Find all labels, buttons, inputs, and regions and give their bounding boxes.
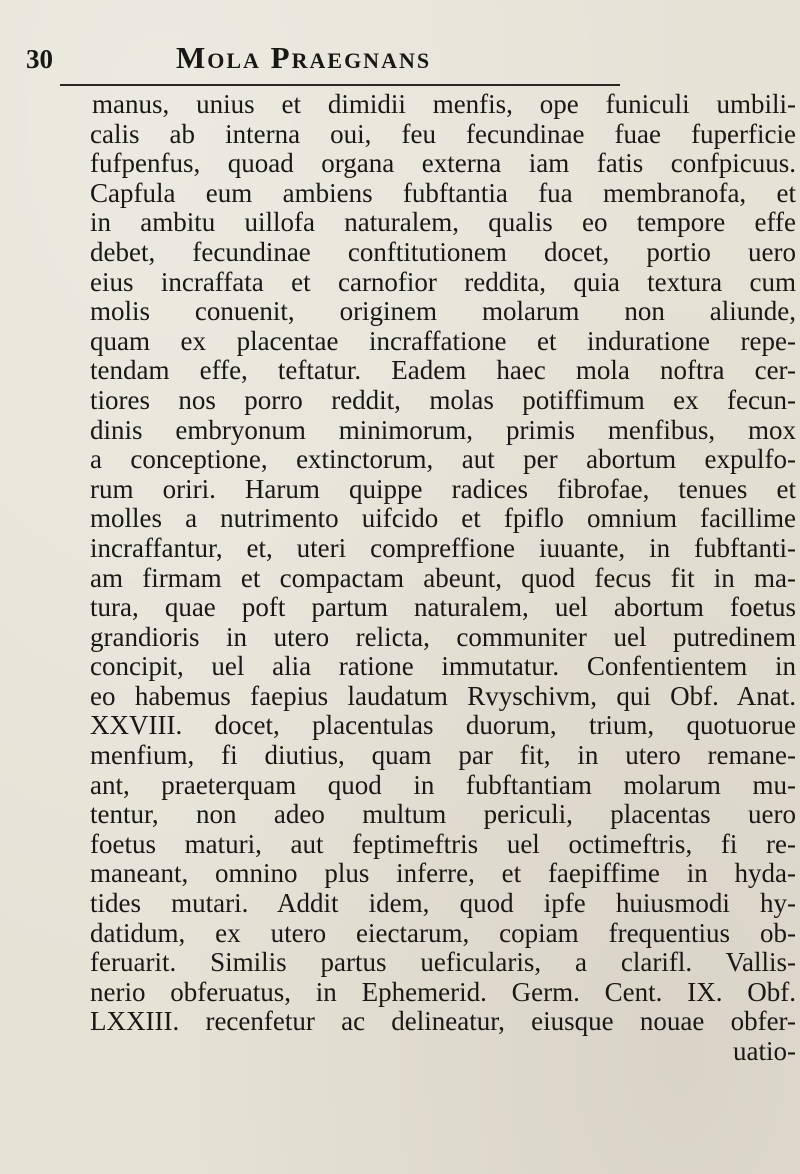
text-line: a conceptione, extinctorum, aut per abortum expulfo- (90, 444, 796, 475)
text-line: eius incraffata et carnofior reddita, quia textura cum (90, 266, 796, 297)
page-header (26, 40, 786, 82)
running-head: Mola Praegnans (176, 40, 432, 75)
text-line: tides mutari. Addit idem, quod ipfe huiusmodi hy- (90, 888, 796, 919)
text-line: concipit, uel alia ratione immutatur. Confentientem in (90, 651, 796, 682)
text-line: am firmam et compactam abeunt, quod fecus fit in ma- (90, 562, 796, 593)
text-line: incraffantur, et, uteri compreffione iuuante, in fubftanti- (90, 532, 796, 563)
text-line: manus, unius et dimidii menfis, ope funiculi umbili- (92, 89, 796, 119)
text-line: foetus maturi, aut feptimeftris uel octimeftris, fi re- (90, 828, 796, 859)
text-line: maneant, omnino plus inferre, et faepiffime in hyda- (90, 858, 796, 889)
text-line: debet, fecundinae conftitutionem docet, portio uero (90, 236, 796, 267)
text-line: datidum, ex utero eiectarum, copiam frequentius ob- (90, 917, 796, 948)
body-text (90, 90, 796, 1067)
text-line: tura, quae poft partum naturalem, uel abortum foetus (90, 592, 796, 623)
text-line: grandioris in utero relicta, communiter uel putredinem (90, 621, 796, 652)
text-line: dinis embryonum minimorum, primis menfibus, mox (90, 414, 796, 445)
text-line: tentur, non adeo multum periculi, placentas uero (90, 799, 796, 830)
text-line: ant, praeterquam quod in fubftantiam molarum mu- (90, 769, 796, 800)
text-line: tiores nos porro reddit, molas potiffimum ex fecun- (90, 384, 796, 415)
page-number: 30 (26, 44, 53, 74)
text-line: calis ab interna oui, feu fecundinae fuae fuperficie (90, 118, 796, 149)
text-line: XXVIII. docet, placentulas duorum, trium, quotuorue (90, 710, 796, 741)
text-line: rum oriri. Harum quippe radices fibrofae, tenues et (90, 473, 796, 504)
text-line: in ambitu uillofa naturalem, qualis eo tempore effe (90, 207, 796, 238)
text-line: eo habemus faepius laudatum Rvyschivm, qui Obf. Anat. (90, 680, 796, 711)
text-line: tendam effe, teftatur. Eadem haec mola noftra cer- (90, 355, 796, 386)
text-line: LXXIII. recenfetur ac delineatur, eiusque nouae obfer- (90, 1006, 796, 1037)
text-line: molles a nutrimento uifcido et fpiflo omnium facillime (90, 503, 796, 534)
text-line: menfium, fi diutius, quam par fit, in utero remane- (90, 740, 796, 771)
text-line: molis conuenit, originem molarum non aliunde, (90, 296, 796, 327)
catchword: uatio- (733, 1036, 796, 1066)
text-line: quam ex placentae incraffatione et induratione repe- (90, 325, 796, 356)
text-line: fufpenfus, quoad organa externa iam fatis confpicuus. (90, 148, 796, 179)
text-line: Capfula eum ambiens fubftantia fua membranofa, et (90, 177, 796, 208)
text-line: nerio obferuatus, in Ephemerid. Germ. Cent. IX. Obf. (90, 976, 796, 1007)
header-rule (60, 84, 620, 86)
text-line: feruarit. Similis partus ueficularis, a clarifl. Vallis- (90, 947, 796, 978)
